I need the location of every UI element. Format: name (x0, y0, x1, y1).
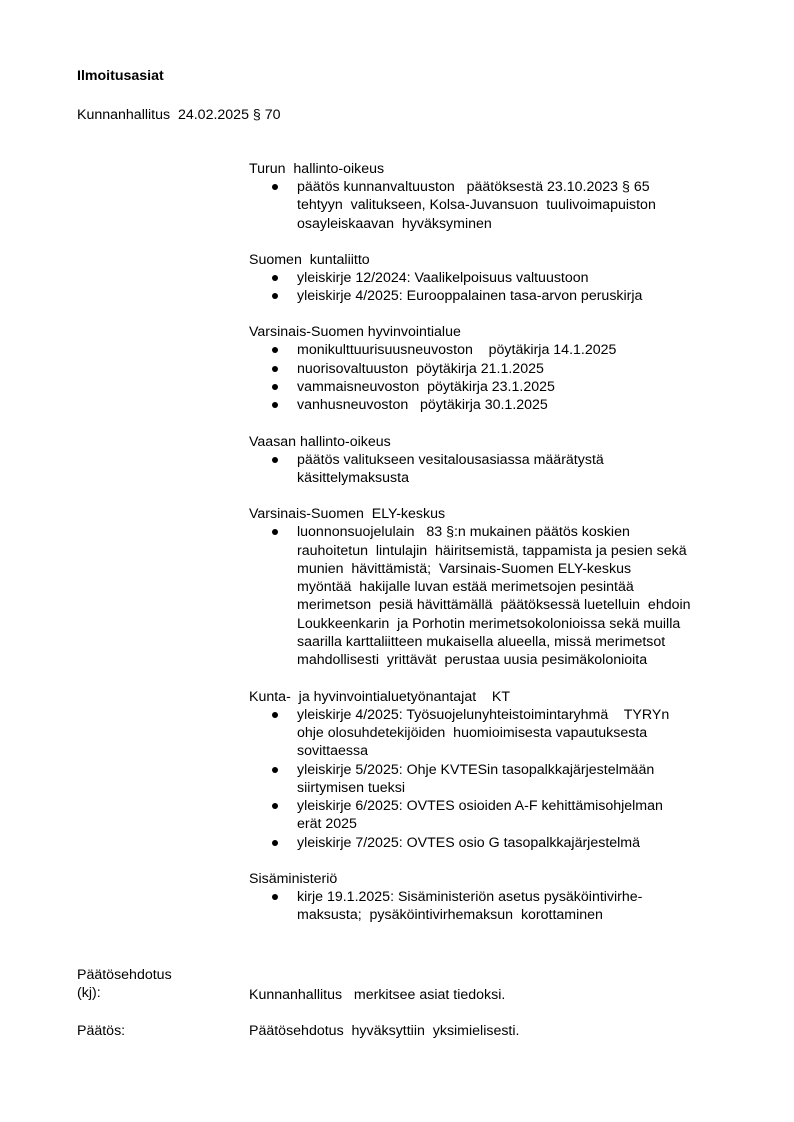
list-item-line: luonnonsuojelulain 83 §:n mukainen päätös koskien (297, 524, 630, 541)
list-item-line: merimetson pesiä hävittämällä päätöksessä luetelluin ehdoin (297, 597, 691, 614)
notice-section (249, 688, 739, 852)
bullet-icon (272, 529, 278, 535)
list-item-line: vammaisneuvoston pöytäkirja 23.1.2025 (297, 379, 555, 396)
list-item (249, 706, 739, 761)
list-item-line: monikulttuurisuusneuvoston pöytäkirja 14.1.2025 (297, 342, 617, 359)
notice-section (249, 433, 739, 488)
bullet-icon (272, 184, 278, 190)
bullet-icon (272, 767, 278, 773)
notice-items (249, 341, 739, 414)
list-item (249, 341, 739, 359)
bullet-icon (272, 457, 278, 463)
notice-items (249, 706, 739, 852)
bullet-icon (272, 840, 278, 846)
list-item (249, 360, 739, 378)
list-item (249, 269, 739, 287)
list-item-line: ohje olosuhdetekijöiden huomioimisesta vapautuksesta (297, 724, 648, 741)
bullet-icon (272, 347, 278, 353)
list-item-line: mahdollisesti yrittävät perustaa uusia pesimäkolonioita (297, 652, 648, 669)
list-item-line: tehtyyn valitukseen, Kolsa-Juvansuon tuulivoimapuiston (297, 197, 656, 214)
list-item-line: erät 2025 (297, 816, 357, 833)
bullet-icon (272, 712, 278, 718)
page-title: Ilmoitusasiat (77, 68, 164, 84)
list-item-line: rauhoitetun lintulajin häiritsemistä, tappamista ja pesien sekä (297, 542, 687, 559)
list-item-line: yleiskirje 4/2025: Eurooppalainen tasa-arvon peruskirja (297, 288, 643, 305)
list-item-line: yleiskirje 5/2025: Ohje KVTESin tasopalkkajärjestelmään (297, 761, 655, 778)
section-organization: Varsinais-Suomen ELY-keskus (249, 506, 446, 523)
list-item-line: vanhusneuvoston pöytäkirja 30.1.2025 (297, 397, 548, 414)
proposal-label (77, 966, 247, 1002)
bullet-icon (272, 293, 278, 299)
notice-items (249, 269, 739, 306)
list-item-line: sovittaessa (297, 743, 368, 760)
notice-section (249, 505, 739, 669)
list-item-line: Loukkeenkarin ja Porhotin merimetsokolonioissa sekä muilla (297, 615, 681, 632)
list-item (249, 396, 739, 414)
notice-items (249, 178, 739, 233)
bullet-icon (272, 803, 278, 809)
meeting-reference: Kunnanhallitus 24.02.2025 § 70 (77, 107, 281, 123)
list-item-line: maksusta; pysäköintivirhemaksun korottaminen (297, 907, 603, 924)
list-item (249, 378, 739, 396)
list-item-line: päätös kunnanvaltuuston päätöksestä 23.10.2023 § 65 (297, 179, 650, 195)
bullet-icon (272, 366, 278, 372)
list-item (249, 761, 739, 798)
section-organization: Suomen kuntaliitto (249, 251, 370, 268)
notice-section (249, 251, 739, 306)
notices-list (249, 160, 739, 943)
section-organization: Sisäministeriö (249, 871, 338, 888)
bullet-icon (272, 384, 278, 390)
list-item-line: käsittelymaksusta (297, 469, 409, 486)
notice-section (249, 160, 739, 233)
section-organization: Turun hallinto-oikeus (249, 161, 385, 177)
notice-section (249, 323, 739, 414)
proposal-label-line2: (kj): (77, 985, 101, 1001)
notice-items (249, 451, 739, 488)
list-item-line: yleiskirje 4/2025: Työsuojelunyhteistoimintaryhmä TYRYn (297, 706, 670, 723)
list-item-line: osayleiskaavan hyväksyminen (297, 215, 492, 232)
list-item (249, 888, 739, 925)
list-item (249, 287, 739, 305)
section-organization: Varsinais-Suomen hyvinvointialue (249, 324, 461, 341)
decision-label: Päätös: (77, 1023, 126, 1039)
proposal-label-line1: Päätösehdotus (77, 967, 172, 983)
list-item-line: nuorisovaltuuston pöytäkirja 21.1.2025 (297, 360, 544, 377)
section-organization: Vaasan hallinto-oikeus (249, 433, 391, 450)
list-item-line: päätös valitukseen vesitalousasiassa määrätystä (297, 451, 604, 468)
list-item-line: myöntää hakijalle luvan estää merimetsojen pesintää (297, 579, 634, 596)
list-item-line: saarilla karttaliitteen mukaisella alueella, missä merimetsot (297, 634, 666, 651)
list-item (249, 523, 739, 669)
proposal-text: Kunnanhallitus merkitsee asiat tiedoksi. (249, 987, 506, 1003)
section-organization: Kunta- ja hyvinvointialuetyönantajat KT (249, 688, 511, 705)
list-item (249, 797, 739, 834)
list-item (249, 178, 739, 233)
list-item-line: munien hävittämistä; Varsinais-Suomen ELY-keskus (297, 560, 632, 577)
list-item-line: yleiskirje 7/2025: OVTES osio G tasopalkkajärjestelmä (297, 834, 641, 851)
notice-items (249, 888, 739, 925)
list-item (249, 451, 739, 488)
list-item-line: siirtymisen tueksi (297, 779, 406, 796)
list-item (249, 834, 739, 852)
decision-text: Päätösehdotus hyväksyttiin yksimielisesti. (249, 1023, 520, 1039)
list-item-line: yleiskirje 6/2025: OVTES osioiden A-F kehittämisohjelman (297, 798, 663, 815)
bullet-icon (272, 275, 278, 281)
bullet-icon (272, 894, 278, 900)
bullet-icon (272, 402, 278, 408)
list-item-line: yleiskirje 12/2024: Vaalikelpoisuus valtuustoon (297, 269, 589, 286)
notice-section (249, 870, 739, 925)
list-item-line: kirje 19.1.2025: Sisäministeriön asetus pysäköintivirhe- (297, 889, 643, 906)
notice-items (249, 523, 739, 669)
